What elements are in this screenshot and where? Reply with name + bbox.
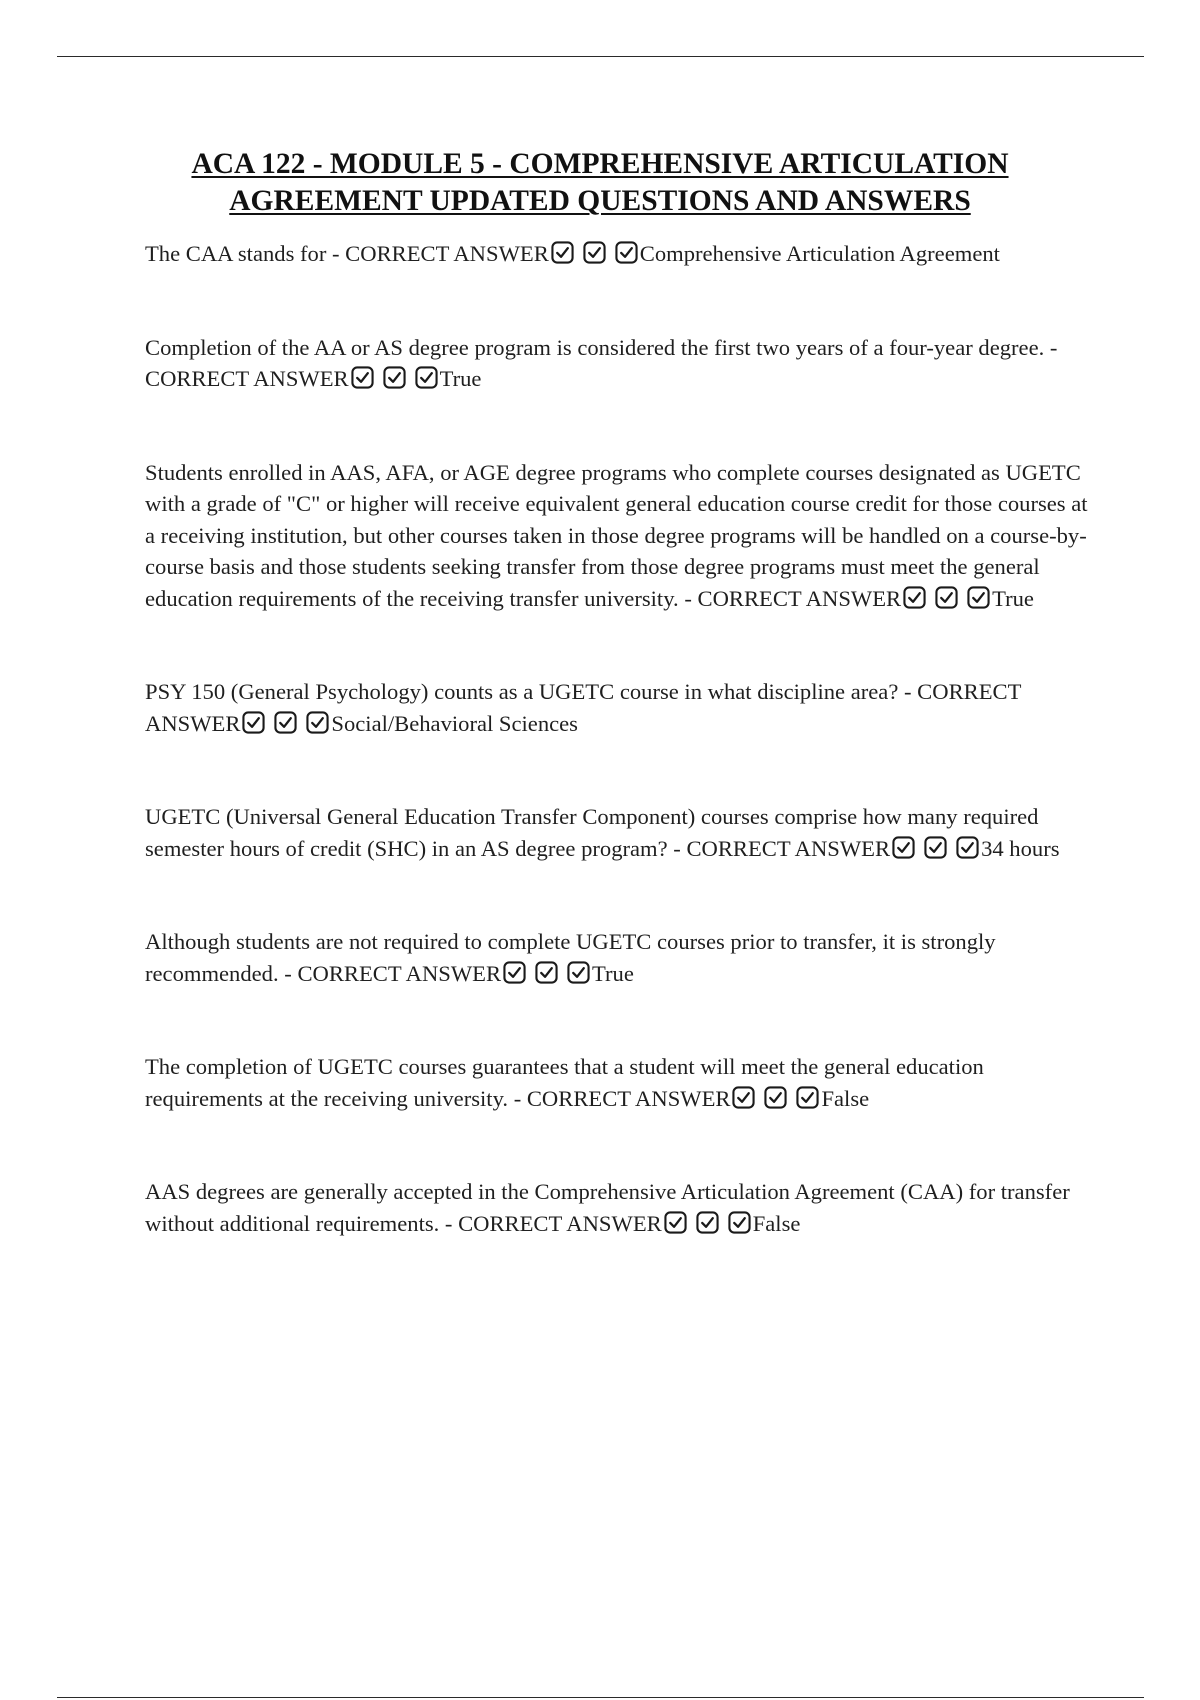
answer-checkmarks [732,1086,819,1109]
header-rule [57,56,1144,57]
check-box-icon [696,1211,719,1234]
qa-item [145,332,1090,395]
answer-checkmarks [503,961,590,984]
answer-text: True [992,585,1034,611]
question-text: The completion of UGETC courses guarantees that a student will meet the general education requirements at the receiving university. - CORRECT ANSWER [145,1054,984,1111]
answer-checkmarks [242,711,329,734]
answer-text: True [439,366,482,391]
check-box-icon [935,586,958,609]
question-text: AAS degrees are generally accepted in the Comprehensive Articulation Agreement (CAA) for transfer without additional requirements. - CORRECT ANSWER [145,1179,1070,1236]
qa-item [145,457,1090,615]
answer-checkmarks [351,366,438,389]
question-text: The CAA stands for - CORRECT ANSWER [145,241,549,266]
answer-checkmarks [903,586,990,609]
answer-text: False [821,1085,870,1111]
check-box-icon [892,836,915,859]
check-box-icon [383,366,406,389]
check-box-icon [664,1211,687,1234]
answer-text: 34 hours [981,835,1060,861]
question-text: Although students are not required to complete UGETC courses prior to transfer, it is strongly recommended. - CORRECT ANSWER [145,929,996,986]
answer-text: False [752,1210,801,1236]
footer-rule [57,1697,1144,1698]
check-box-icon [924,836,947,859]
check-box-icon [274,711,297,734]
qa-item [145,1051,1090,1114]
check-box-icon [956,836,979,859]
title-line-2: AGREEMENT UPDATED QUESTIONS AND ANSWERS [229,185,971,217]
title-line-1: ACA 122 - MODULE 5 - COMPREHENSIVE ARTICULATION [191,148,1009,180]
qa-item [145,676,1090,739]
check-box-icon [306,711,329,734]
check-box-icon [567,961,590,984]
check-box-icon [796,1086,819,1109]
check-box-icon [967,586,990,609]
answer-checkmarks [664,1211,751,1234]
answer-text: Comprehensive Articulation Agreement [639,241,1000,266]
check-box-icon [242,711,265,734]
check-box-icon [351,366,374,389]
check-box-icon [535,961,558,984]
qa-item [145,801,1090,864]
qa-item [145,1176,1090,1239]
qa-list [145,238,1090,1301]
check-box-icon [551,241,574,264]
check-box-icon [503,961,526,984]
check-box-icon [764,1086,787,1109]
document-title [120,146,1080,220]
question-text: Students enrolled in AAS, AFA, or AGE degree programs who complete courses designated as UGETC with a grade of "C" or higher will receive equivalent general education course credit for those courses at a receiving institution, but other courses taken in those degree programs will be handled on a course-by-course basis and those students seeking transfer from those degree programs must meet the general education requirements of the receiving transfer university. - CORRECT ANSWER [145,459,1088,611]
check-box-icon [583,241,606,264]
question-text: PSY 150 (General Psychology) counts as a UGETC course in what discipline area? - CORRECT ANSWER [145,679,1021,736]
answer-text: True [592,960,634,986]
qa-item [145,926,1090,989]
check-box-icon [732,1086,755,1109]
check-box-icon [903,586,926,609]
qa-item [145,238,1090,270]
check-box-icon [615,241,638,264]
check-box-icon [415,366,438,389]
question-text: UGETC (Universal General Education Transfer Component) courses comprise how many required semester hours of credit (SHC) in an AS degree program? - CORRECT ANSWER [145,804,1039,861]
check-box-icon [728,1211,751,1234]
answer-text: Social/Behavioral Sciences [331,710,578,736]
answer-checkmarks [892,836,979,859]
question-text: Completion of the AA or AS degree program is considered the first two years of a four-year degree. - CORRECT ANSWER [145,334,1058,391]
answer-checkmarks [551,241,638,264]
